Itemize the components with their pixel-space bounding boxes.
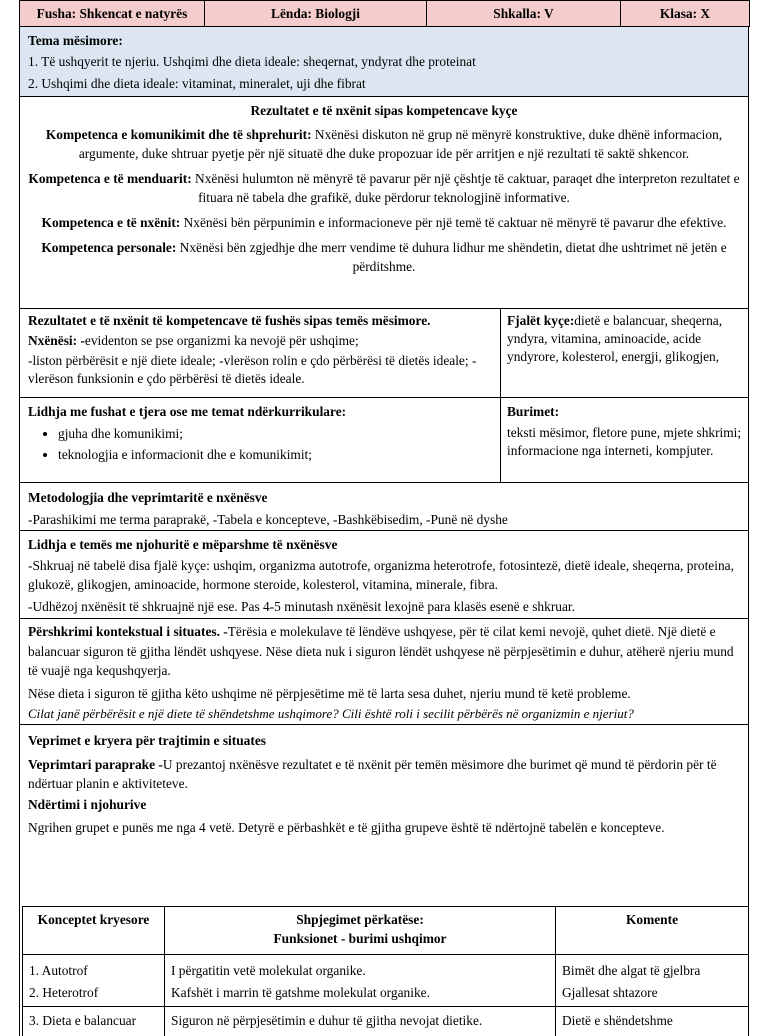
njohurite-heading: Lidhja e temës me njohuritë e mëparshme të nxënësve (28, 535, 740, 554)
veprimtari-paraprake: Veprimtari paraprake -U prezantoj nxënësve rezultatet e të nxënit për temën mësimore dhe burimet që mund të përdorin për të ndërtuar planin e aktiviteteve. (28, 755, 740, 793)
pershkrimi-p1: Përshkrimi kontekstual i situates. -Tërësia e molekulave të lëndëve ushqyese, për të cilat kemi nevojë, quhet dietë. Një dietë e balancuar siguron të gjitha lëndët ushqyese. Nëse dieta nuk i siguron lëndët ushqyese në përpjesëtimin e duhur, atëherë njeriu mund të vuajë nga kequshqyerja. (28, 622, 740, 681)
njohurite-p2: -Udhëzoj nxënësit të shkruajnë një ese. Pas 4-5 minutash nxënësit lexojnë para klasës esenë e shkruar. (28, 597, 740, 616)
njohurite-section (19, 531, 749, 619)
fjalet-text: dietë e balancuar, sheqerna, yndyra, vitamina, aminoacide, acide yndyrore, kolesterol, energji, glikogjen, (507, 313, 722, 364)
kompetencat-section (19, 97, 749, 309)
header-lenda: Lënda: Biologji (205, 1, 427, 27)
tema-title: Tema mësimore: (28, 31, 740, 51)
table-row: 1. Autotrof 2. Heterotrof I përgatitin vetë molekulat organike. Kafshët i marrin të gatshme molekulat organike. Bimët dhe algat të gjelbra Gjallesat shtazore (23, 955, 749, 1007)
header-shkalla: Shkalla: V (427, 1, 621, 27)
rezultatet-heading: Rezultatet e të nxënit të kompetencave të fushës sipas temës mësimore. (28, 312, 492, 330)
lidhja-section (19, 398, 749, 483)
list-item: • teknologjia e informacionit dhe e komunikimit; (58, 444, 492, 465)
lesson-plan (19, 0, 749, 1036)
col-shpjegimet: Shpjegimet përkatëse: Funksionet - burimi ushqimor (165, 907, 556, 955)
col-konceptet: Konceptet kryesore (23, 907, 165, 955)
pershkrimi-question: Cilat janë përbërësit e një diete të shëndetshme ushqimore? Cili është roli i secilit përbërës në organizmin e njeriut? (28, 705, 740, 723)
tema-section (19, 27, 749, 97)
rezultatet-left (20, 309, 501, 397)
tema-item-2: 2. Ushqimi dhe dieta ideale: vitaminat, mineralet, uji dhe fibrat (28, 73, 740, 95)
list-item: • gjuha dhe komunikimi; (58, 423, 492, 444)
concept-table-wrapper (19, 906, 749, 1036)
rezultatet-nxenesi: Nxënësi: -evidenton se pse organizmi ka nevojë për ushqime; (28, 332, 492, 350)
burimet-label: Burimet: (507, 403, 742, 421)
metodologjia-section (19, 483, 749, 531)
burimet-text: teksti mësimor, fletore pune, mjete shkrimi; informacione nga interneti, kompjuter. (507, 424, 742, 460)
fjalet-kyce (501, 309, 748, 397)
concept-table (22, 906, 749, 1036)
kompetenca-komunikimit: Kompetenca e komunikimit dhe të shprehurit: Nxënësi diskuton në grup në mënyrë konstruktive, duke dhënë informacion, argumente, duke shtruar pyetje për një situatë dhe duke propozuar ide për arritjen e një rezultati të saktë shkencor. (28, 125, 740, 163)
kompetenca-personale: Kompetenca personale: Nxënësi bën zgjedhje dhe merr vendime të duhura lidhur me shëndetin, dietat dhe ushtrimet në jetën e përditshme. (28, 238, 740, 276)
njohurite-p1: -Shkruaj në tabelë disa fjalë kyçe: ushqim, organizma autotrofe, organizma heterotrofe, fotosintezë, dietë ideale, sheqerna, proteina, glukozë, glikogjen, aminoacide, hormone steroide, kolesterol, vitamina, minerale, fibra. (28, 556, 740, 594)
tema-item-1: 1. Të ushqyerit te njeriu. Ushqimi dhe dieta ideale: sheqernat, yndyrat dhe proteinat (28, 51, 740, 73)
col-komente: Komente (556, 907, 749, 955)
header-table (19, 0, 750, 27)
kompetencat-heading: Rezultatet e të nxënit sipas kompetencave kyçe (28, 101, 740, 121)
veprimet-section (19, 725, 749, 906)
pershkrimi-section (19, 619, 749, 725)
ndertimi-text: Ngrihen grupet e punës me nga 4 vetë. Detyrë e përbashkët e të gjitha grupeve është të ndërtojnë tabelën e koncepteve. (28, 818, 740, 837)
fjalet-label: Fjalët kyçe: (507, 313, 574, 328)
table-row: 3. Dieta e balancuar Siguron në përpjesëtimin e duhur të gjitha nevojat dietike. Dietë e shëndetshme (23, 1007, 749, 1036)
rezultatet-line2: -liston përbërësit e një diete ideale; -vlerëson rolin e çdo përbërësi të dietës ideale; -vlerëson funksionin e çdo përbërësi të dietës ideale. (28, 352, 492, 388)
pershkrimi-p2: Nëse dieta i siguron të gjitha këto ushqime në përpjesëtime më të larta sesa duhet, njeriu mund të ketë probleme. (28, 685, 740, 703)
metodologjia-heading: Metodologjia dhe veprimtaritë e nxënësve (28, 488, 740, 508)
kompetenca-menduarit: Kompetenca e të menduarit: Nxënësi hulumton në mënyrë të pavarur për një çështje të caktuar, paraqet dhe interpreton rezultatet e fituara në tabela dhe grafikë, duke përdorur teknologjinë informative. (28, 169, 740, 207)
header-klasa: Klasa: X (621, 1, 750, 27)
lidhja-left (20, 398, 501, 482)
kompetenca-nxenit: Kompetenca e të nxënit: Nxënësi bën përpunimin e informacioneve për një temë të caktuar në mënyrë të pavarur dhe efektive. (28, 213, 740, 232)
ndertimi-heading: Ndërtimi i njohurive (28, 796, 740, 814)
lidhja-heading: Lidhja me fushat e tjera ose me temat ndërkurrikulare: (28, 403, 492, 421)
table-header-row (23, 907, 749, 955)
metodologjia-text: -Parashikimi me terma paraprakë, -Tabela e koncepteve, -Bashkëbisedim, -Punë në dyshe (28, 511, 740, 529)
lidhja-list (28, 423, 492, 465)
header-fusha: Fusha: Shkencat e natyrës (20, 1, 205, 27)
rezultatet-section (19, 309, 749, 398)
veprimet-heading: Veprimet e kryera për trajtimin e situates (28, 732, 740, 750)
burimet (501, 398, 748, 482)
